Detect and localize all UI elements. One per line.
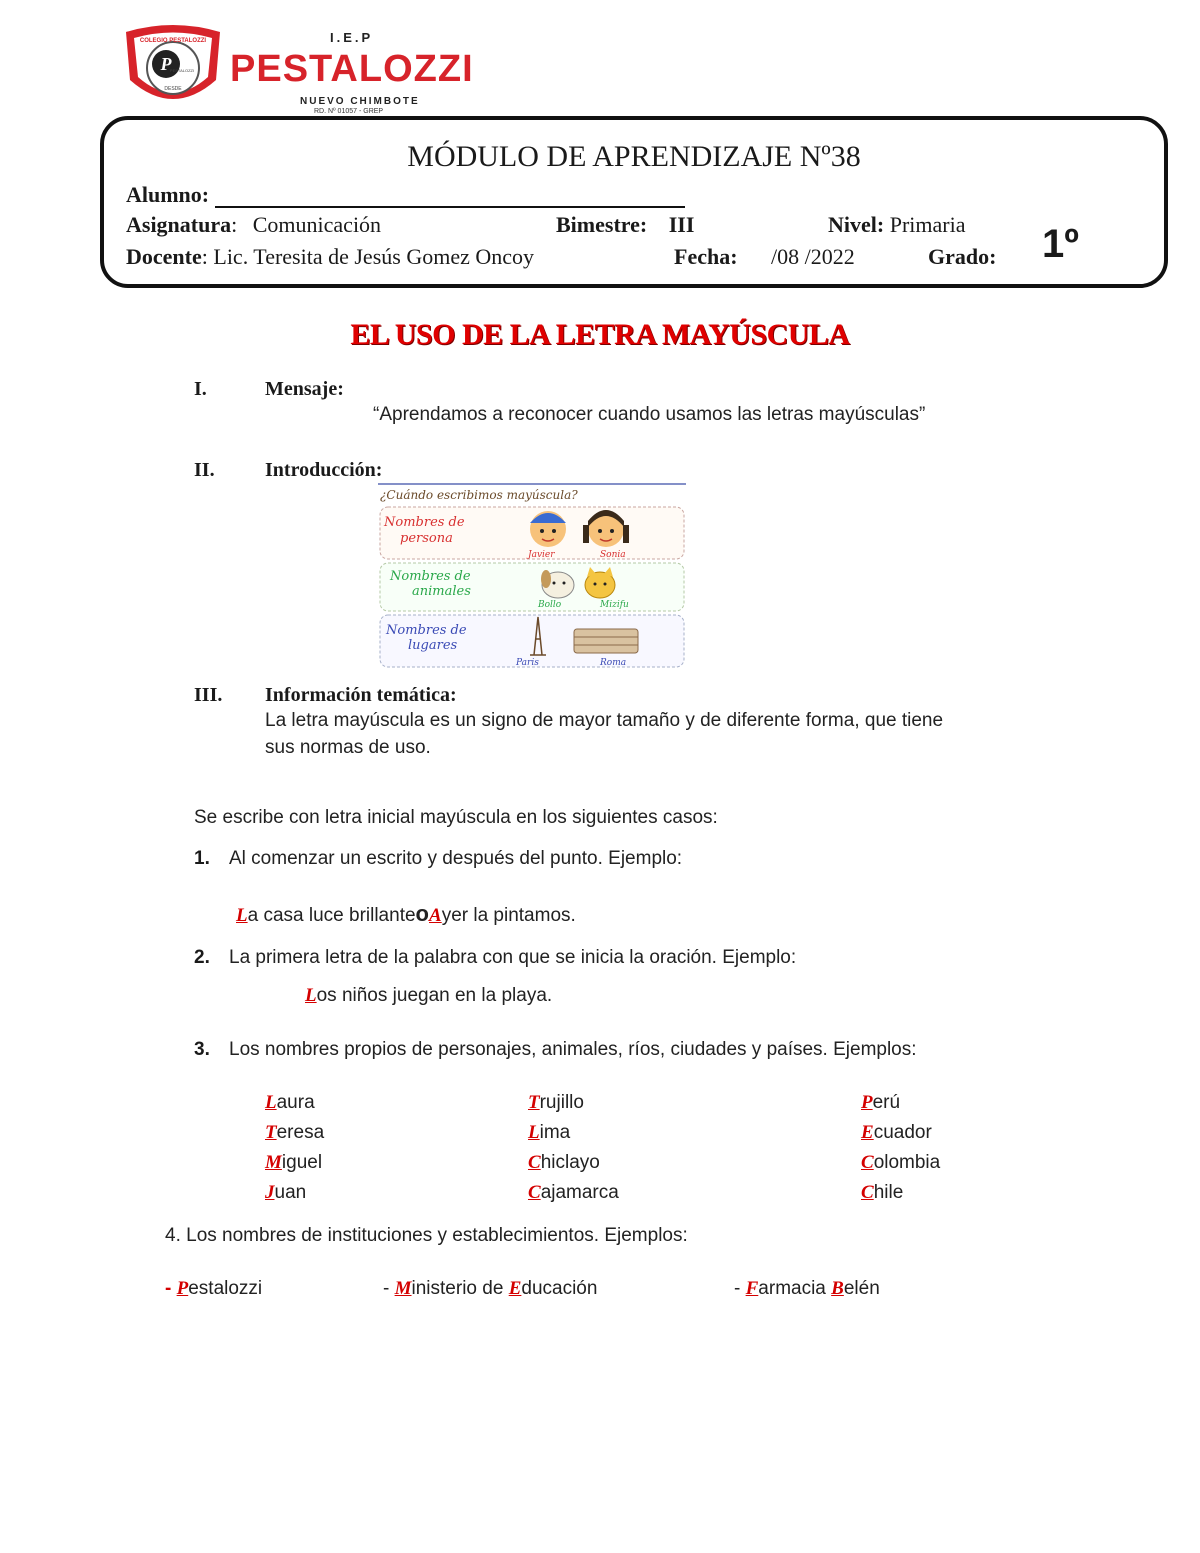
case-1-cap-2: A: [429, 905, 442, 926]
row3-name-a: Paris: [516, 658, 539, 668]
cap-letter: M: [265, 1152, 282, 1173]
section-1-number: I.: [194, 378, 207, 400]
case-2-rest: os niños juegan en la playa.: [316, 985, 553, 1006]
grado-value: 1º: [1042, 222, 1079, 266]
case-2-example: [305, 985, 552, 1007]
row2-name-a: Bollo: [538, 600, 562, 610]
cap-letter: T: [265, 1122, 277, 1143]
word-rest: rujillo: [539, 1092, 584, 1113]
section-3-text-line-1: La letra mayúscula es un signo de mayor tamaño y de diferente forma, que tiene: [265, 710, 944, 731]
crest-ring-inner: PESTALOZZI: [169, 68, 195, 73]
grado-label: Grado:: [928, 244, 997, 269]
alumno-blank-line: [215, 190, 685, 208]
cap-letter: J: [265, 1182, 275, 1203]
case-1-period-mark: o: [415, 901, 429, 926]
word-rest: olombia: [873, 1152, 941, 1173]
crest-initial: P: [160, 54, 172, 74]
colosseum-icon: [574, 629, 638, 653]
cap-letter: C: [528, 1182, 541, 1203]
list-item: [861, 1092, 940, 1122]
row1-name-a: Javier: [528, 550, 555, 560]
row2-label-2: animales: [412, 584, 471, 599]
cap-letter: L: [528, 1122, 540, 1143]
case-1-example: [236, 901, 576, 927]
fecha-label: Fecha:: [674, 244, 738, 269]
cap-letter: P: [176, 1278, 189, 1299]
cap-letter: C: [861, 1182, 874, 1203]
word-rest: ducación: [521, 1278, 598, 1299]
case-1-cap-1: L: [236, 905, 248, 926]
cap-letter: E: [861, 1122, 874, 1143]
capital-letter-illustration: [378, 483, 686, 668]
case-2-cap: L: [305, 985, 317, 1006]
word-rest: eresa: [276, 1122, 325, 1143]
section-2-number: II.: [194, 459, 215, 481]
section-1-title: Mensaje:: [265, 378, 344, 400]
header-box: [100, 116, 1168, 288]
row1-name-b: Sonia: [600, 550, 626, 560]
crest-ring-bottom: DESDE: [164, 86, 182, 92]
case-2-number: 2.: [194, 947, 210, 968]
logo-school-name: PESTALOZZI: [230, 48, 474, 90]
grado-row: [928, 244, 996, 270]
row3-name-b: Roma: [600, 658, 627, 668]
cap-letter: E: [508, 1278, 522, 1299]
case-1-text: Al comenzar un escrito y después del punto. Ejemplo:: [229, 848, 683, 869]
list-item: [265, 1182, 324, 1212]
word-rest: erú: [872, 1092, 901, 1113]
nivel-label: Nivel:: [828, 212, 885, 237]
word-rest: ima: [539, 1122, 571, 1143]
cap-letter: F: [745, 1278, 759, 1299]
alumno-label: Alumno:: [126, 182, 210, 207]
crest-ring-top: COLEGIO PESTALOZZI: [139, 38, 207, 44]
logo-resolution: RD. Nº 01057 - GREP: [314, 108, 384, 115]
list-item: [528, 1152, 619, 1182]
list-item: [861, 1152, 940, 1182]
nivel-value: Primaria: [889, 212, 966, 237]
bimestre-row: [556, 212, 694, 238]
boy-face-icon: [530, 511, 566, 547]
row2-label-1: Nombres de: [390, 569, 471, 584]
dash: -: [734, 1278, 746, 1299]
case-4-example-3: [734, 1278, 880, 1300]
cap-letter: P: [861, 1092, 873, 1113]
list-item: [528, 1092, 619, 1122]
asignatura-label: Asignatura: [126, 212, 232, 237]
docente-label: Docente: [126, 244, 202, 269]
row2-name-b: Mizifu: [600, 600, 629, 610]
case-3-column-1: [265, 1092, 324, 1212]
case-4-example-1: [165, 1278, 262, 1300]
cap-letter: B: [831, 1278, 844, 1299]
case-4-example-2: [383, 1278, 597, 1300]
row1-label-1: Nombres de: [384, 515, 465, 530]
bimestre-value: III: [668, 212, 695, 237]
list-item: [861, 1122, 940, 1152]
case-3-column-2: [528, 1092, 619, 1212]
row1-label-2: persona: [400, 531, 453, 546]
word-rest: inisterio de: [411, 1278, 509, 1299]
illustration-heading: ¿Cuándo escribimos mayúscula?: [380, 488, 578, 502]
word-rest: iguel: [281, 1152, 323, 1173]
list-item: [265, 1152, 324, 1182]
word-rest: cuador: [873, 1122, 932, 1143]
case-3-number: 3.: [194, 1039, 210, 1060]
cap-letter: T: [528, 1092, 540, 1113]
section-3-text-line-2: sus normas de uso.: [265, 737, 431, 758]
case-3-column-3: [861, 1092, 940, 1212]
case-1-part-1: a casa luce brillante: [247, 905, 416, 926]
cap-letter: L: [265, 1092, 277, 1113]
asignatura-value: Comunicación: [252, 212, 382, 237]
module-title: MÓDULO DE APRENDIZAJE Nº38: [407, 140, 861, 173]
case-2-text: La primera letra de la palabra con que se inicia la oración. Ejemplo:: [229, 947, 797, 968]
case-1-number: 1.: [194, 848, 210, 869]
list-item: [265, 1122, 324, 1152]
list-item: [528, 1182, 619, 1212]
word-rest: armacia: [758, 1278, 832, 1299]
case-3-text: Los nombres propios de personajes, animales, ríos, ciudades y países. Ejemplos:: [229, 1039, 917, 1060]
case-1-part-2: yer la pintamos.: [441, 905, 576, 926]
main-title: EL USO DE LA LETRA MAYÚSCULA: [350, 318, 850, 351]
nivel-row: [828, 212, 965, 238]
section-1-quote: “Aprendamos a reconocer cuando usamos las letras mayúsculas”: [373, 404, 926, 425]
fecha-value: /08 /2022: [771, 244, 855, 269]
word-rest: hiclayo: [540, 1152, 600, 1173]
docente-row: Docente: Lic. Teresita de Jesús Gomez Oncoy: [126, 244, 534, 269]
school-crest-icon: [118, 22, 228, 114]
word-rest: ajamarca: [540, 1182, 619, 1203]
cat-icon: [585, 567, 615, 598]
dash: -: [383, 1278, 395, 1299]
section-2-title: Introducción:: [265, 459, 383, 481]
list-item: [861, 1182, 940, 1212]
logo-city: NUEVO CHIMBOTE: [300, 96, 420, 107]
cap-letter: C: [861, 1152, 874, 1173]
bimestre-label: Bimestre:: [556, 212, 648, 237]
fecha-row: [674, 244, 855, 270]
section-3-number: III.: [194, 684, 223, 706]
cap-letter: M: [394, 1278, 412, 1299]
dash: -: [165, 1278, 177, 1299]
row3-label-2: lugares: [408, 638, 458, 653]
word-rest: estalozzi: [188, 1278, 263, 1299]
cases-intro: Se escribe con letra inicial mayúscula en los siguientes casos:: [194, 807, 718, 828]
asignatura-row: Asignatura: Comunicación: [126, 212, 382, 237]
docente-value: Lic. Teresita de Jesús Gomez Oncoy: [213, 244, 534, 269]
school-logo: [118, 22, 474, 117]
word-rest: elén: [843, 1278, 880, 1299]
word-rest: aura: [276, 1092, 315, 1113]
word-rest: uan: [274, 1182, 307, 1203]
word-rest: hile: [873, 1182, 904, 1203]
logo-iep: I.E.P: [330, 30, 374, 45]
section-3-title: Información temática:: [265, 684, 457, 706]
alumno-row: [126, 182, 685, 208]
cap-letter: C: [528, 1152, 541, 1173]
row3-label-1: Nombres de: [386, 623, 467, 638]
case-4-text: 4. Los nombres de instituciones y establecimientos. Ejemplos:: [165, 1225, 688, 1246]
list-item: [265, 1092, 324, 1122]
list-item: [528, 1122, 619, 1152]
